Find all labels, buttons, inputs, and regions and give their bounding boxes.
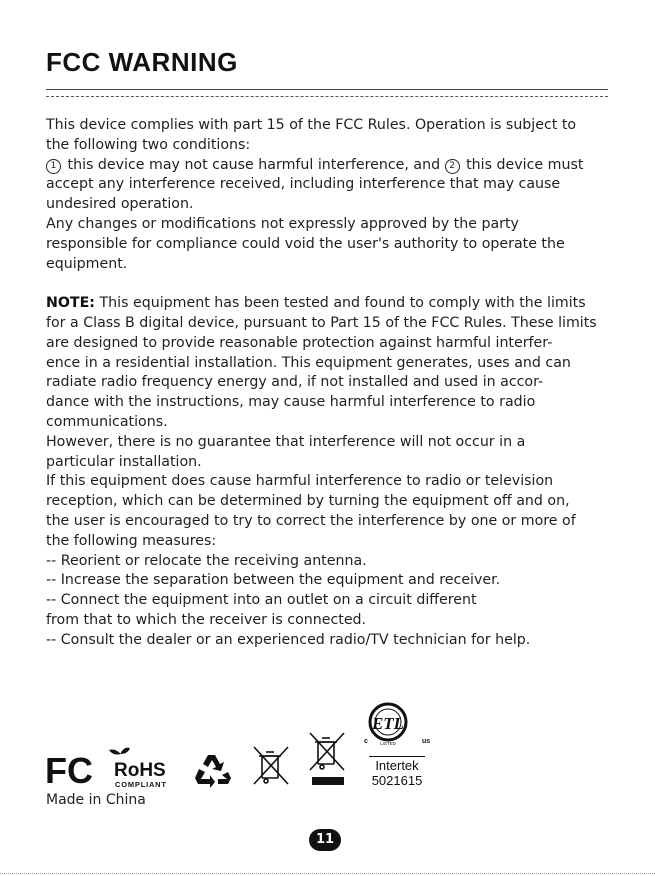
note-line: radiate radio frequency energy and, if not installed and used in accor-	[46, 374, 544, 391]
note-line: ence in a residential installation. This equipment generates, uses and can	[46, 354, 571, 371]
svg-text:FC: FC	[45, 750, 93, 791]
etl-listed-logo-icon	[364, 704, 430, 746]
measure-item: -- Increase the separation between the equipment and receiver.	[46, 572, 501, 589]
note-line: reception, which can be determined by turning the equipment off and on,	[46, 493, 570, 510]
intro-line: undesired operation.	[46, 196, 194, 213]
circled-number: 1	[46, 159, 61, 174]
fcc-logo-icon	[45, 750, 93, 791]
intro-line: accept any interference received, including interference that may cause	[46, 176, 561, 193]
svg-text:LISTED: LISTED	[380, 741, 396, 746]
intro-line: This device complies with part 15 of the FCC Rules. Operation is subject to	[46, 117, 577, 133]
intro-line: responsible for compliance could void the user's authority to operate the	[46, 235, 565, 252]
page-title: FCC WARNING	[46, 47, 238, 77]
intro-line: Any changes or modifications not expressly approved by the party	[46, 215, 519, 232]
note-line: the following measures:	[46, 532, 217, 549]
intro-text: this device must	[461, 156, 584, 173]
intertek-divider	[369, 756, 425, 757]
measure-item: -- Consult the dealer or an experienced radio/TV technician for help.	[46, 631, 531, 648]
note-label: NOTE:	[46, 295, 95, 312]
recycle-icon	[195, 755, 231, 788]
page-number-badge: 11	[309, 829, 341, 851]
measure-item: -- Reorient or relocate the receiving antenna.	[46, 552, 367, 569]
note-line: particular installation.	[46, 453, 202, 470]
page-bottom-edge	[0, 873, 655, 874]
note-line: If this equipment does cause harmful interference to radio or television	[46, 473, 554, 490]
made-in-label: Made in China	[46, 792, 146, 808]
note-line: are designed to provide reasonable protection against harmful interfer-	[46, 334, 553, 351]
note-line: for a Class B digital device, pursuant to Part 15 of the FCC Rules. These limits	[46, 314, 597, 331]
note-line: communications.	[46, 413, 168, 430]
weee-bin-bar-icon	[310, 733, 344, 785]
svg-text:ETL: ETL	[371, 714, 405, 733]
intertek-number: 5021615	[371, 773, 423, 788]
intro-line: the following two conditions:	[46, 136, 251, 153]
note-line: However, there is no guarantee that interference will not occur in a	[46, 433, 526, 450]
intro-text: this device may not cause harmful interference, and	[63, 156, 445, 173]
weee-bin-icon	[254, 747, 288, 784]
circled-number: 2	[445, 159, 460, 174]
intertek-name: Intertek	[375, 758, 419, 773]
svg-text:c: c	[364, 738, 368, 745]
note-line: the user is encouraged to try to correct the interference by one or more of	[46, 512, 576, 529]
intertek-mark	[367, 756, 427, 788]
note-line: dance with the instructions, may cause harmful interference to radio	[46, 394, 536, 411]
note-text: This equipment has been tested and found to comply with the limits	[94, 295, 586, 312]
measure-item: -- Connect the equipment into an outlet on a circuit different	[46, 592, 477, 609]
svg-text:RoHS: RoHS	[114, 760, 166, 781]
measure-item: from that to which the receiver is connected.	[46, 611, 367, 628]
rohs-logo-icon	[109, 748, 167, 789]
svg-text:COMPLIANT: COMPLIANT	[115, 780, 167, 789]
intro-line: equipment.	[46, 255, 128, 272]
svg-text:us: us	[422, 738, 431, 745]
